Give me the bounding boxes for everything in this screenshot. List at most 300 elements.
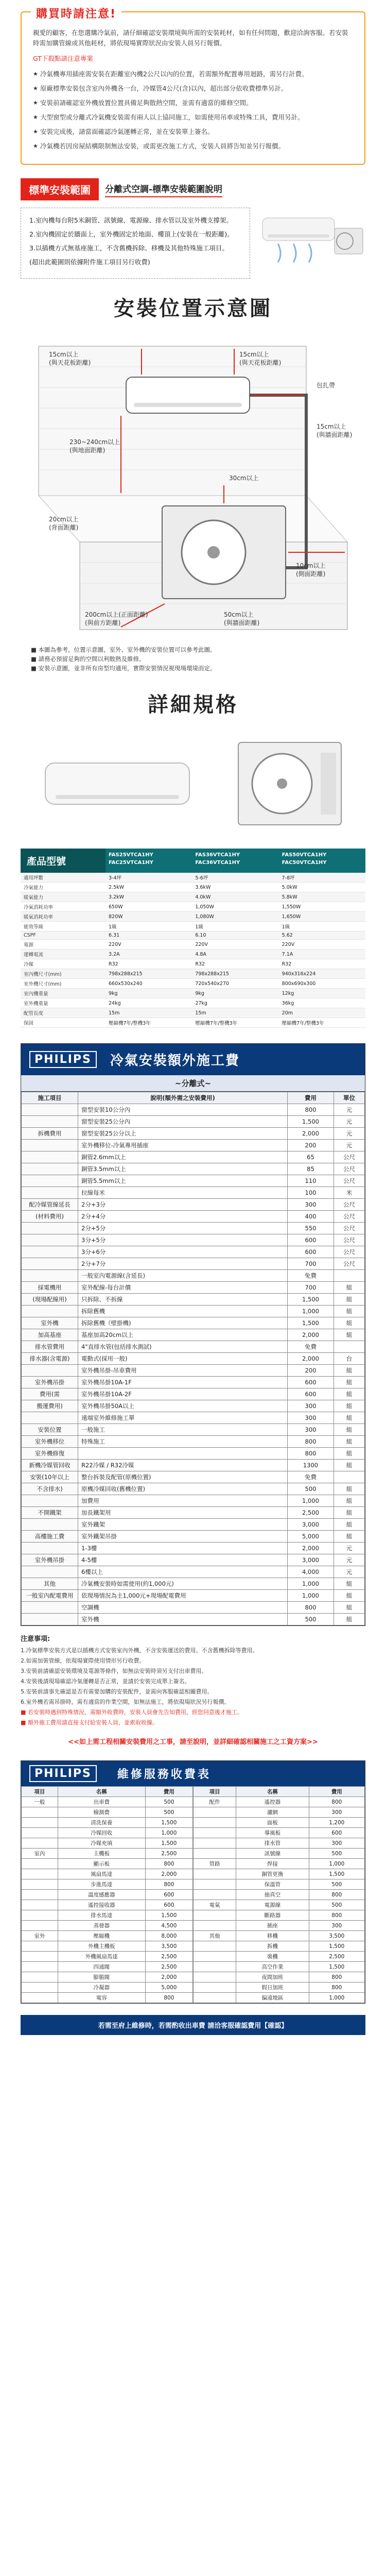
spec-value: 1,550W: [279, 902, 365, 912]
service-category: [22, 1900, 58, 1910]
fee-group: [22, 1412, 78, 1424]
indoor-unit-image: [40, 748, 195, 820]
fee-price: 300: [288, 1400, 334, 1412]
service-row: [22, 1797, 193, 1807]
spec-row: [21, 950, 365, 959]
fee-desc: 加長鐵架用: [78, 1507, 288, 1519]
fee-unit: 組: [334, 1460, 365, 1471]
footer-bar: 若需至府上維修時，若需酌收出車費 請洽客服確認費用【確認】: [21, 2015, 365, 2035]
spec-row: [21, 940, 365, 950]
fee-unit: 公尺: [334, 1246, 365, 1258]
fee-unit: 元: [334, 1140, 365, 1151]
fee-desc: 只拆除、不拆線: [78, 1294, 288, 1306]
fee-row: [22, 1507, 365, 1519]
fee-note-line: 2.如需加裝管線，依現場實際使用情形另行收費。: [21, 1657, 145, 1664]
fee-row: [22, 1282, 365, 1294]
spec-value: 15m: [192, 1008, 278, 1018]
fee-desc: 2分+5分: [78, 1223, 288, 1234]
purchase-notice: [21, 8, 365, 165]
fee-price: 1,000: [288, 1495, 334, 1507]
fee-desc: 窗型安裝25公分內: [78, 1116, 288, 1128]
installation-diagram: [18, 326, 368, 640]
label-front-gap-sub: (與前方距離): [85, 619, 121, 626]
spec-key: 能效等級: [21, 922, 106, 931]
spec-model-name: FAS50VTCA1HY FAC50VTCA1HY: [282, 852, 327, 866]
fee-desc: 室外機: [78, 1614, 288, 1625]
spec-key: 冷氣消耗功率: [21, 902, 106, 912]
service-row: [22, 1859, 193, 1869]
fee-row: [22, 1175, 365, 1187]
service-row: [194, 1993, 365, 2003]
spec-model-name: FAS36VTCA1HY FAC36VTCA1HY: [195, 852, 240, 866]
spec-value: 6.10: [192, 931, 278, 940]
service-item: 焊接: [236, 1859, 309, 1869]
fee-group: [22, 1495, 78, 1507]
fee-row: [22, 1317, 365, 1329]
service-category: 一般: [22, 1797, 58, 1807]
service-category: [22, 1993, 58, 2003]
philips-logo: PHILIPS: [29, 1051, 97, 1068]
fee-unit: 組: [334, 1495, 365, 1507]
service-item: 拆機: [236, 1941, 309, 1952]
label-height: 230~240cm以上: [69, 438, 120, 446]
service-row: [22, 1910, 193, 1921]
service-item: 冷媒回收: [58, 1828, 145, 1838]
fee-unit: [334, 1471, 365, 1483]
fee-desc: 電動式(採用一般): [78, 1353, 288, 1365]
service-category: [22, 1818, 58, 1828]
spec-value: 3-4坪: [106, 873, 192, 883]
fee-price: 4,000: [288, 1566, 334, 1578]
fee-price: 550: [288, 1223, 334, 1234]
spec-value: 3.2kW: [106, 892, 192, 902]
fee-group: 採電機用: [22, 1282, 78, 1294]
service-row: [194, 1921, 365, 1931]
service-item: 出車費: [58, 1797, 145, 1807]
service-price: 1,500: [145, 1910, 192, 1921]
fee-row: [22, 1483, 365, 1495]
service-category: [194, 1910, 236, 1921]
notice-bullet: ★ 安裝前請確認室外機放置位置具備足夠散熱空間，並需有適當的維修空間。: [33, 98, 353, 108]
label-outdoor-right-sub: (側面距離): [296, 570, 326, 578]
spec-value: 9kg: [192, 989, 278, 998]
fee-note-line: 3.安裝前請確認安裝環境及電源等條件，如無法安裝時須另支付出車費用。: [21, 1668, 207, 1674]
fee-desc: 窗型安裝10公分內: [78, 1104, 288, 1116]
fee-price: 800: [288, 1104, 334, 1116]
spec-value: 220V: [192, 940, 278, 950]
fee-row: [22, 1566, 365, 1578]
service-item: 偏遠地區: [236, 1993, 309, 2003]
fee-unit: 組: [334, 1614, 365, 1625]
service-item: 顯示板: [58, 1859, 145, 1869]
fee-head-cell: 單位: [334, 1092, 365, 1104]
scope-item: 1.室內機每台附5米銅管、訊號線、電源線、排水管以及室外機支撐架。: [29, 216, 233, 224]
fee-row: [22, 1116, 365, 1128]
fee-group: [22, 1566, 78, 1578]
fee-desc: 一般室內電源線(含延長): [78, 1270, 288, 1282]
service-price: 2,500: [309, 1952, 364, 1962]
notice-bullets: [33, 69, 353, 151]
fee-row: [22, 1294, 365, 1306]
service-row: [194, 1982, 365, 1993]
spec-row: [21, 969, 365, 979]
spec-value: 7-8坪: [279, 873, 365, 883]
label-top-left-sub: (與天花板距離): [49, 359, 91, 366]
fee-row: [22, 1306, 365, 1317]
service-row: [22, 1849, 193, 1859]
fee-unit: 公尺: [334, 1175, 365, 1187]
service-category: [194, 1982, 236, 1993]
fee-row: [22, 1234, 365, 1246]
fee-group: [22, 1151, 78, 1163]
notice-red-paragraph: GT下殺點請注意專案: [33, 55, 93, 62]
fee-desc: 2分+7分: [78, 1258, 288, 1270]
fee-row: [22, 1543, 365, 1554]
fee-unit: 公尺: [334, 1199, 365, 1211]
fee-row: [22, 1199, 365, 1211]
fee-unit: 組: [334, 1519, 365, 1531]
notice-paragraph: 親愛的顧客，在您選購冷氣前，請仔細確認安裝環境與所需的安裝耗材，如有任何問題，歡迎洽詢客服。若安裝時需加購管線或其他耗材，將依現場實際狀況由安裝人員另行報價。: [33, 29, 348, 47]
scope-items: [21, 208, 250, 279]
spec-value: 1,080W: [192, 912, 278, 922]
label-height-sub: (與地面距離): [69, 447, 106, 454]
spec-header-label: 產品型號: [21, 849, 106, 873]
label-outdoor-right: 10cm以上: [296, 562, 326, 569]
service-category: [194, 1807, 236, 1818]
service-category: [194, 1869, 236, 1879]
spec-value: 12kg: [279, 989, 365, 998]
service-price: 5,000: [145, 1982, 192, 1993]
fee-group: 室外機: [22, 1317, 78, 1329]
fee-unit: 組: [334, 1578, 365, 1590]
spec-row: [21, 873, 365, 883]
fee-price: 1,500: [288, 1116, 334, 1128]
fee-unit: 公尺: [334, 1163, 365, 1175]
service-row: [194, 1962, 365, 1972]
fee-group: 加高基座: [22, 1329, 78, 1341]
fee-group: 拆機費用: [22, 1128, 78, 1140]
service-item: 抽真空: [236, 1890, 309, 1900]
fee-group: 其他: [22, 1578, 78, 1590]
service-category: 室外: [22, 1931, 58, 1941]
fee-group: [22, 1258, 78, 1270]
diagram-title: 安裝位置示意圖: [114, 297, 272, 320]
service-item: 電容: [58, 1993, 145, 2003]
service-item: 移機: [236, 1931, 309, 1941]
fee-price: 3,000: [288, 1554, 334, 1566]
fee-row: [22, 1140, 365, 1151]
fee-row: [22, 1223, 365, 1234]
scope-header: [21, 178, 365, 200]
fee-group: (現場配線用): [22, 1294, 78, 1306]
service-item: 外機主機板: [58, 1941, 145, 1952]
spec-key: 暖氣能力: [21, 892, 106, 902]
service-category: [22, 1941, 58, 1952]
service-price: 800: [145, 1859, 192, 1869]
fee-unit: 公尺: [334, 1223, 365, 1234]
fee-group: [22, 1234, 78, 1246]
service-category: [194, 1818, 236, 1828]
spec-key: 室外機重量: [21, 998, 106, 1008]
fee-row: [22, 1377, 365, 1388]
spec-rows: [21, 873, 365, 1028]
service-category: [22, 1879, 58, 1890]
fee-desc: 3分+6分: [78, 1246, 288, 1258]
spec-value: 7.1A: [279, 950, 365, 959]
service-row: [22, 1952, 193, 1962]
service-right-table: [193, 1786, 365, 2003]
service-category: [22, 1910, 58, 1921]
fee-price: 600: [288, 1234, 334, 1246]
fee-price: 1,000: [288, 1590, 334, 1602]
service-item: 面板: [236, 1818, 309, 1828]
service-category: [22, 1859, 58, 1869]
service-price: 800: [309, 1972, 364, 1982]
service-price: 600: [145, 1900, 192, 1910]
spec-key: 適用坪數: [21, 873, 106, 883]
service-title: 維修服務收費表: [117, 1768, 211, 1781]
fee-group: [22, 1140, 78, 1151]
fee-row: [22, 1614, 365, 1625]
fee-unit: 組: [334, 1590, 365, 1602]
fee-price: 1,000: [288, 1306, 334, 1317]
fee-price: 500: [288, 1483, 334, 1495]
fee-unit: 元: [334, 1116, 365, 1128]
spec-value: 9kg: [106, 989, 192, 998]
fee-group: [22, 1116, 78, 1128]
spec-value: 27kg: [192, 998, 278, 1008]
fee-group: [22, 1104, 78, 1116]
fee-row: [22, 1388, 365, 1400]
service-left-table: [21, 1786, 193, 2003]
service-row: [22, 1972, 193, 1982]
fee-group: 室外機移位: [22, 1436, 78, 1448]
notice-bullet: ★ 原廠標準安裝包含室內外機各一台，冷媒管4公尺(含)以內，超出部分依收費標準另計。: [33, 83, 353, 94]
service-price: 3,500: [145, 1941, 192, 1952]
spec-value: 798x288x215: [192, 969, 278, 979]
service-fee-table: [21, 1760, 365, 2004]
label-left-gap: 20cm以上: [49, 516, 79, 523]
service-price: 1,500: [145, 1818, 192, 1828]
service-price: 500: [145, 1807, 192, 1818]
service-row: [194, 1890, 365, 1900]
service-row: [22, 1838, 193, 1849]
fee-price: 800: [288, 1602, 334, 1614]
fee-price: 2,500: [288, 1507, 334, 1519]
service-price: 3,500: [309, 1931, 364, 1941]
spec-row: [21, 989, 365, 998]
service-price: 1,000: [309, 1993, 364, 2003]
label-right-wall: 15cm以上: [317, 423, 346, 430]
service-category: 室內: [22, 1849, 58, 1859]
fee-group: [22, 1246, 78, 1258]
service-header: [21, 1761, 365, 1786]
service-row: [22, 1890, 193, 1900]
fee-desc: 基座加高20cm以上: [78, 1329, 288, 1341]
spec-row: [21, 922, 365, 931]
spec-row: [21, 912, 365, 922]
service-row: [22, 1962, 193, 1972]
service-price: 2,500: [145, 1952, 192, 1962]
fee-group: 排水管費用: [22, 1341, 78, 1353]
service-price: 500: [145, 1797, 192, 1807]
notice-bullet: ★ 大型窗型或分離式冷氣機安裝需有兩人以上協同施工，如需使用吊車或特殊工具，費用另計。: [33, 112, 353, 123]
fee-unit: 元: [334, 1554, 365, 1566]
spec-value: 壓縮機7年/整機3年: [279, 1018, 365, 1028]
spec-row: [21, 892, 365, 902]
fee-price: 2,000: [288, 1353, 334, 1365]
product-detail-page: [0, 8, 386, 2035]
fee-desc: 依現場情況為主1,000元+現場配電費用: [78, 1590, 288, 1602]
fee-price: 200: [288, 1365, 334, 1377]
fee-desc: 2分+3分: [78, 1199, 288, 1211]
fee-desc: 室外機移位-冷氣專用插座: [78, 1140, 288, 1151]
fee-row: [22, 1353, 365, 1365]
spec-value: 820W: [106, 912, 192, 922]
fee-group: [22, 1602, 78, 1614]
scope-tag: 標準安裝範圍: [21, 178, 99, 200]
service-item: 夜間加班: [236, 1972, 309, 1982]
spec-value: 5.0kW: [279, 883, 365, 892]
fee-desc: 室外鐵架: [78, 1519, 288, 1531]
spec-key: 暖氣消耗功率: [21, 912, 106, 922]
fee-price: 600: [288, 1377, 334, 1388]
service-category: 電氣: [194, 1900, 236, 1910]
service-price: 500: [309, 1879, 364, 1890]
fee-row: [22, 1519, 365, 1531]
fee-row: [22, 1104, 365, 1116]
service-category: [194, 1838, 236, 1849]
service-item: 風扇馬達: [58, 1869, 145, 1879]
fee-header: [21, 1044, 365, 1075]
service-item: 濾網: [236, 1807, 309, 1818]
service-category: 管路: [194, 1859, 236, 1869]
service-price: 2,000: [145, 1869, 192, 1879]
fee-group: 室外機吊掛: [22, 1554, 78, 1566]
service-category: [194, 1952, 236, 1962]
service-item: 排水管: [236, 1838, 309, 1849]
spec-value: 650W: [106, 902, 192, 912]
label-outdoor-top: 30cm以上: [229, 474, 259, 482]
service-row: [194, 1952, 365, 1962]
service-row: [22, 1993, 193, 2003]
fee-group: 費用(需: [22, 1388, 78, 1400]
service-row: [194, 1900, 365, 1910]
fee-unit: 公尺: [334, 1258, 365, 1270]
fee-row: [22, 1151, 365, 1163]
label-outdoor-bottom-sub: (與牆面距離): [224, 619, 260, 626]
spec-value: 5-6坪: [192, 873, 278, 883]
service-price: 800: [309, 1982, 364, 1993]
fee-desc: 室外機吊掛-吊車費用: [78, 1365, 288, 1377]
service-price: 1,500: [309, 1869, 364, 1879]
fee-row: [22, 1448, 365, 1460]
spec-value: 3.2A: [106, 950, 192, 959]
fee-desc: 3分+5分: [78, 1234, 288, 1246]
service-price: 1,200: [309, 1818, 364, 1828]
fee-desc: 室外鐵架吊掛: [78, 1531, 288, 1543]
service-category: [22, 1982, 58, 1993]
spec-images: [21, 727, 365, 840]
spec-value: 220V: [106, 940, 192, 950]
fee-row: [22, 1400, 365, 1412]
diagram-note: ■ 本圖為參考，位置示意圖，室外、室外機的安裝位置可以參考此圖。: [31, 646, 216, 653]
service-item: 四通閥: [58, 1962, 145, 1972]
spec-value: R32: [192, 959, 278, 969]
fee-unit: 組: [334, 1365, 365, 1377]
fee-price: 5,000: [288, 1531, 334, 1543]
service-row: [194, 1910, 365, 1921]
spec-value: 220V: [279, 940, 365, 950]
service-item: 插座: [236, 1921, 309, 1931]
service-price: 1,500: [309, 1962, 364, 1972]
notice-bullet: ★ 冷氣機若因房屋結構限制無法安裝，或需更改施工方式，安裝人員將告知並另行報價。: [33, 141, 353, 151]
service-item: 外機風扇馬達: [58, 1952, 145, 1962]
spec-key: 冷氣能力: [21, 883, 106, 892]
fee-row: [22, 1365, 365, 1377]
fee-unit: 元: [334, 1104, 365, 1116]
fee-desc: 拆除舊機: [78, 1306, 288, 1317]
fee-unit: 公尺: [334, 1151, 365, 1163]
fee-red-lines: [21, 1708, 365, 1727]
spec-title: 詳細規格: [148, 693, 238, 717]
fee-price: 免費: [288, 1341, 334, 1353]
label-pipe: 包扎帶: [317, 382, 336, 389]
spec-value: 940x316x224: [279, 969, 365, 979]
fee-desc: 拆除舊機（壁掛機): [78, 1317, 288, 1329]
fee-row: [22, 1211, 365, 1223]
service-head-row: [22, 1787, 193, 1797]
fee-unit: 組: [334, 1377, 365, 1388]
fee-link[interactable]: <<如上需工程相關安裝費用之工事，請至說明，並詳細確認相關施工之工資方案>>: [68, 1738, 318, 1746]
fee-unit: 組: [334, 1483, 365, 1495]
service-item: 銅管更換: [236, 1869, 309, 1879]
fee-desc: 2分+4分: [78, 1211, 288, 1223]
service-row: [22, 1941, 193, 1952]
fee-unit: 組: [334, 1306, 365, 1317]
fee-row: [22, 1471, 365, 1483]
fee-group: 不含排水): [22, 1483, 78, 1495]
fee-desc: [78, 1448, 288, 1460]
fee-desc: 一般施工: [78, 1424, 288, 1436]
service-item: 膨脹閥: [58, 1972, 145, 1982]
fee-desc: 空調機: [78, 1602, 288, 1614]
fee-group: 搬運費用): [22, 1400, 78, 1412]
service-price: 1,000: [309, 1859, 364, 1869]
service-row: [194, 1818, 365, 1828]
fee-price: 500: [288, 1614, 334, 1625]
fee-row: [22, 1436, 365, 1448]
fee-group: [22, 1365, 78, 1377]
notice-bullet: ★ 安裝完成後，請當面確認冷氣運轉正常，並在安裝單上簽名。: [33, 127, 353, 137]
service-head-row: [194, 1787, 365, 1797]
service-category: [22, 1972, 58, 1982]
service-item: 斷路器: [236, 1910, 309, 1921]
service-item: 壓縮機: [58, 1931, 145, 1941]
fee-group: [22, 1270, 78, 1282]
service-price: 300: [309, 1921, 364, 1931]
service-item: 蒸發器: [58, 1921, 145, 1931]
service-item: 步進馬達: [58, 1879, 145, 1890]
service-category: [194, 1972, 236, 1982]
fee-price: 2,000: [288, 1128, 334, 1140]
fee-unit: [334, 1270, 365, 1282]
service-row: [22, 1982, 193, 1993]
spec-value: 壓縮機7年/整機3年: [106, 1018, 192, 1028]
service-category: [22, 1807, 58, 1818]
spec-key: 冷媒: [21, 959, 106, 969]
fee-notes-title: 注意事項:: [21, 1635, 50, 1643]
